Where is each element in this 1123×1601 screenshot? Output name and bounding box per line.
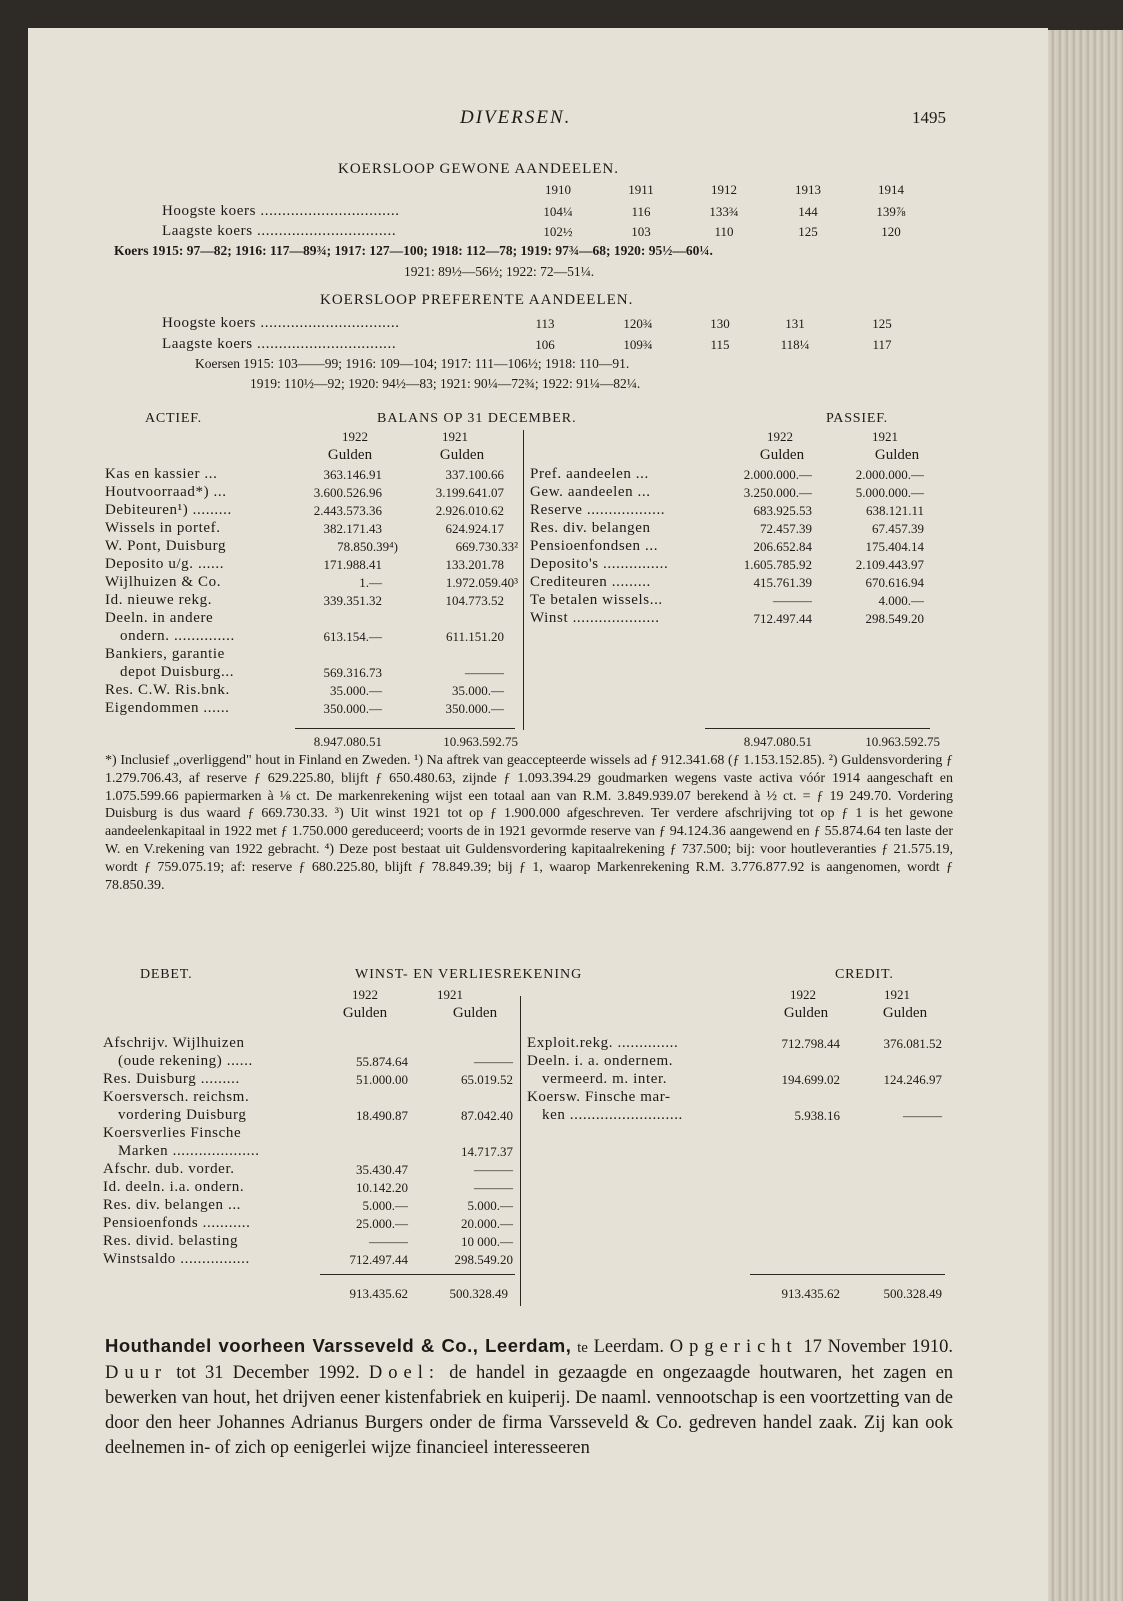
gewone-hoogste-value: 144 xyxy=(798,204,818,219)
duur-value: tot 31 December 1992. xyxy=(176,1363,360,1383)
gewone-hoogste-value: 104¼ xyxy=(543,204,573,219)
company-entry xyxy=(105,1333,953,1461)
row-value-1921: 298.549.20 xyxy=(454,1252,513,1267)
row-label: ken .......................... xyxy=(542,1107,683,1123)
row-value-1922: 2.000.000.— xyxy=(743,467,812,482)
row-value-1921: 67.457.39 xyxy=(872,521,924,536)
row-value-1921: 124.246.97 xyxy=(883,1072,942,1087)
balans-total-left-1921: 10.963.592.75 xyxy=(443,734,518,749)
winst-total-right-1921: 500.328.49 xyxy=(883,1286,942,1301)
row-label: Pref. aandeelen ... xyxy=(530,466,649,482)
preferente-hoogste-value: 130 xyxy=(710,316,730,331)
preferente-laagste-label: Laagste koers ................................ xyxy=(162,336,397,352)
row-value-1921: 376.081.52 xyxy=(883,1036,942,1051)
winst-credit-heading: CREDIT. xyxy=(835,967,894,982)
balans-passief-heading: PASSIEF. xyxy=(826,411,888,426)
row-value-1922: 3.250.000.— xyxy=(743,485,812,500)
row-label: W. Pont, Duisburg xyxy=(105,538,227,554)
company-name: Houthandel voorheen Varsseveld & Co., Leerdam, xyxy=(105,1335,572,1356)
balans-right-unit1: Gulden xyxy=(759,447,805,463)
row-value-1922: 35.000.— xyxy=(330,683,382,698)
winst-total-left-1922: 913.435.62 xyxy=(349,1286,408,1301)
duur-label: Duur xyxy=(105,1363,168,1383)
preferente-laagste-value: 118¼ xyxy=(780,337,810,352)
row-label: Res. div. belangen xyxy=(530,520,651,536)
winst-right-unit1: Gulden xyxy=(783,1005,829,1021)
row-value-1921: 20.000.— xyxy=(461,1216,513,1231)
row-value-1921: 337.100.66 xyxy=(445,467,504,482)
row-value-1922: 712.497.44 xyxy=(753,611,812,626)
row-value-1921: 133.201.78 xyxy=(445,557,504,572)
row-value-1922: 18.490.87 xyxy=(356,1108,408,1123)
row-label: vordering Duisburg xyxy=(118,1107,247,1123)
balans-column-divider xyxy=(523,430,524,730)
winst-left-unit2: Gulden xyxy=(452,1005,498,1021)
preferente-koersen-line: Koersen 1915: 103——99; 1916: 109—104; 1917: 111—106½; 1918: 110—91. xyxy=(195,356,630,371)
row-value-1921: 624.924.17 xyxy=(445,521,504,536)
row-label: Deposito's ............... xyxy=(530,556,669,572)
year-cell: 1911 xyxy=(628,182,654,197)
row-value-1922: 569.316.73 xyxy=(323,665,382,680)
row-value-1922: 712.798.44 xyxy=(781,1036,840,1051)
row-label: Deeln. in andere xyxy=(105,610,214,626)
gewone-laagste-value: 110 xyxy=(714,224,734,239)
balans-right-year2: 1921 xyxy=(872,429,898,444)
gewone-laagste-label: Laagste koers ................................ xyxy=(162,223,397,239)
gewone-laagste-value: 125 xyxy=(798,224,818,239)
winst-right-unit2: Gulden xyxy=(882,1005,928,1021)
row-label: Res. C.W. Ris.bnk. xyxy=(105,682,230,698)
balans-left-unit1: Gulden xyxy=(327,447,373,463)
row-label: Kas en kassier ... xyxy=(105,466,218,482)
preferente-hoogste-value: 131 xyxy=(785,316,805,331)
gewone-koers-line2: 1921: 89½—56½; 1922: 72—51¼. xyxy=(404,264,595,279)
balans-total-right-1921: 10.963.592.75 xyxy=(865,734,940,749)
winst-left-total-rule xyxy=(320,1274,515,1275)
gewone-hoogste-label: Hoogste koers ................................ xyxy=(162,203,400,219)
preferente-laagste-value: 115 xyxy=(710,337,730,352)
row-label: Eigendommen ...... xyxy=(105,700,230,716)
row-label: Wijlhuizen & Co. xyxy=(105,574,222,590)
row-label: Koersw. Finsche mar- xyxy=(527,1089,671,1105)
row-value-1921: 638.121.11 xyxy=(865,503,924,518)
row-label: Pensioenfonds ........... xyxy=(103,1215,251,1231)
row-value-1922: 712.497.44 xyxy=(349,1252,408,1267)
balans-right-unit2: Gulden xyxy=(874,447,920,463)
row-value-1922: 10.142.20 xyxy=(356,1180,408,1195)
opgericht-value: 17 November 1910. xyxy=(803,1337,954,1357)
doel-value: de handel in gezaagde en ongezaagde houtwaren, het zagen en bewerken van hout, het drijven eener kistenfabriek en kuiperij. De naaml. vennootschap is een voortzetting van de door den heer Johannes Adrianus Burgers onder de firma Varsseveld & Co. gedreven handel zaak. Zij kan ook deelnemen in- of zich op eenigerlei wijze financieel interesseeren xyxy=(105,1363,954,1458)
row-label: ondern. .............. xyxy=(120,628,235,644)
balans-actief-heading: ACTIEF. xyxy=(145,411,202,426)
row-label: Gew. aandeelen ... xyxy=(530,484,651,500)
row-value-1922: 51.000.00 xyxy=(356,1072,408,1087)
winst-left-unit1: Gulden xyxy=(342,1005,388,1021)
row-value-1922: 339.351.32 xyxy=(323,593,382,608)
row-label: Houtvoorraad*) ... xyxy=(105,484,227,500)
row-value-1921: 350.000.— xyxy=(445,701,504,716)
row-label: Debiteuren¹) ......... xyxy=(105,502,232,518)
row-value-1921: 2.000.000.— xyxy=(855,467,924,482)
preferente-koersen-line2: 1919: 110½—92; 1920: 94½—83; 1921: 90¼—72¾; 1922: 91¼—82¼. xyxy=(250,376,641,391)
row-value-1922: 5.000.— xyxy=(362,1198,408,1213)
row-value-1921: ——— xyxy=(465,665,504,680)
winst-right-year2: 1921 xyxy=(884,987,910,1002)
row-label: Deeln. i. a. ondernem. xyxy=(527,1053,674,1069)
preferente-hoogste-value: 113 xyxy=(535,316,555,331)
preferente-laagste-value: 109¾ xyxy=(623,337,653,352)
balans-total-left-1922: 8.947.080.51 xyxy=(313,734,382,749)
row-label: Koersverlies Finsche xyxy=(103,1125,242,1141)
preferente-hoogste-value: 125 xyxy=(872,316,892,331)
row-label: Res. divid. belasting xyxy=(103,1233,239,1249)
row-value-1922: 1.— xyxy=(359,575,382,590)
row-label: (oude rekening) ...... xyxy=(118,1053,253,1069)
footnotes-text: *) Inclusief „overliggend" hout in Finland en Zweden. ¹) Na aftrek van geaccepteerde wissels ad ƒ 912.341.68 (ƒ 1.153.152.85). ²) Guldensvordering ƒ 1.279.706.43, af reserve ƒ 629.225.80, blijft ƒ 650.480.63, zijnde ƒ 1.093.394.29 goudmarken wegens vaste activa vóór 1914 aangeschaft en 1.075.599.66 papiermarken à ⅛ ct. De markenrekening wijst een totaal aan van R.M. 3.849.939.07 berekend à ½ ct. = ƒ 19 249.70. Vordering Duisburg is dus waard ƒ 669.730.33. ³) Uit winst 1921 tot op ƒ 1.900.000 afgeschreven. Ter verdere afschrijving tot op ƒ 1 is het gewone aandeelenkapitaal in 1922 met ƒ 1.750.000 gereduceerd; voorts de in 1921 gevormde reserve van ƒ 94.124.36 aangewend en ƒ 55.874.64 ten laste der W. en V.rekening van 1922 gebracht. ⁴) Deze post bestaat uit Guldensvordering kapitaalrekening ƒ 737.500; bij: voor houtleveranties ƒ 21.575.19, wordt ƒ 759.075.19; af: reserve ƒ 680.225.80, blijft ƒ 78.849.39; bij ƒ 1, waarop Markenrekening R.M. 3.776.877.92 is aangenomen, wordt ƒ 78.850.39. xyxy=(105,753,953,893)
winst-left-year1: 1922 xyxy=(352,987,378,1002)
year-cell: 1912 xyxy=(711,182,737,197)
row-label: Pensioenfondsen ... xyxy=(530,538,659,554)
row-value-1921: 669.730.33² xyxy=(455,539,518,554)
row-label: Koersversch. reichsm. xyxy=(103,1089,250,1105)
gewone-laagste-value: 103 xyxy=(631,224,651,239)
row-value-1921: 104.773.52 xyxy=(445,593,504,608)
balans-left-unit2: Gulden xyxy=(439,447,485,463)
row-value-1922: 171.988.41 xyxy=(323,557,382,572)
row-label: Te betalen wissels... xyxy=(530,592,663,608)
row-value-1922: 206.652.84 xyxy=(753,539,812,554)
winst-right-year1: 1922 xyxy=(790,987,816,1002)
gewone-hoogste-value: 139⅞ xyxy=(876,204,906,219)
row-label: Exploit.rekg. .............. xyxy=(527,1035,679,1051)
row-value-1922: 35.430.47 xyxy=(356,1162,408,1177)
row-value-1921: 3.199.641.07 xyxy=(435,485,504,500)
year-cell: 1914 xyxy=(878,182,904,197)
row-value-1921: 670.616.94 xyxy=(865,575,924,590)
balans-left-total-rule xyxy=(295,728,515,729)
row-value-1922: 613.154.— xyxy=(323,629,382,644)
row-label: Deposito u/g. ...... xyxy=(105,556,225,572)
row-value-1921: 2.926.010.62 xyxy=(435,503,504,518)
company-te: te xyxy=(577,1340,588,1356)
gewone-heading: KOERSLOOP GEWONE AANDEELEN. xyxy=(338,161,620,177)
winst-title: WINST- EN VERLIESREKENING xyxy=(355,967,583,982)
winst-total-right-1922: 913.435.62 xyxy=(781,1286,840,1301)
row-value-1922: 363.146.91 xyxy=(323,467,382,482)
row-value-1922: 415.761.39 xyxy=(753,575,812,590)
row-value-1921: 65.019.52 xyxy=(461,1072,513,1087)
winst-left-year2: 1921 xyxy=(437,987,463,1002)
gewone-laagste-value: 102½ xyxy=(543,224,573,239)
row-value-1922: ——— xyxy=(369,1234,408,1249)
row-value-1922: 55.874.64 xyxy=(356,1054,408,1069)
row-label: Marken .................... xyxy=(118,1143,260,1159)
row-value-1921: 4.000.— xyxy=(878,593,924,608)
row-label: Res. div. belangen ... xyxy=(103,1197,242,1213)
opgericht-label: Opgericht xyxy=(669,1337,798,1357)
preferente-laagste-value: 106 xyxy=(535,337,555,352)
balans-total-right-1922: 8.947.080.51 xyxy=(743,734,812,749)
row-value-1921: 14.717.37 xyxy=(461,1144,513,1159)
balans-title: BALANS OP 31 DECEMBER. xyxy=(377,411,577,426)
preferente-hoogste-value: 120¾ xyxy=(623,316,653,331)
row-value-1922: 683.925.53 xyxy=(753,503,812,518)
gewone-laagste-value: 120 xyxy=(881,224,901,239)
row-label: Id. deeln. i.a. ondern. xyxy=(103,1179,245,1195)
row-label: Winst .................... xyxy=(530,610,660,626)
row-label: Afschrijv. Wijlhuizen xyxy=(103,1035,245,1051)
row-value-1922: 350.000.— xyxy=(323,701,382,716)
winst-total-left-1921: 500.328.49 xyxy=(449,1286,508,1301)
row-value-1922: 5.938.16 xyxy=(794,1108,840,1123)
balans-left-year1: 1922 xyxy=(342,429,368,444)
row-value-1921: ——— xyxy=(903,1108,942,1123)
row-label: Reserve .................. xyxy=(530,502,666,518)
row-value-1922: 72.457.39 xyxy=(760,521,812,536)
gewone-koers-line: Koers 1915: 97—82; 1916: 117—89¾; 1917: 127—100; 1918: 112—78; 1919: 97¾—68; 1920: 95½—60¼. xyxy=(114,243,713,258)
row-value-1922: 1.605.785.92 xyxy=(743,557,812,572)
row-value-1921: 87.042.40 xyxy=(461,1108,513,1123)
page-number: 1495 xyxy=(912,108,946,127)
winst-column-divider xyxy=(520,996,521,1306)
winst-right-total-rule xyxy=(750,1274,945,1275)
row-value-1921: 5.000.000.— xyxy=(855,485,924,500)
running-title: DIVERSEN. xyxy=(460,107,572,128)
row-value-1921: 1.972.059.40³ xyxy=(445,575,518,590)
row-label: Afschr. dub. vorder. xyxy=(103,1161,235,1177)
year-cell: 1913 xyxy=(795,182,821,197)
row-value-1922: 2.443.573.36 xyxy=(313,503,382,518)
row-value-1922: 194.699.02 xyxy=(781,1072,840,1087)
gewone-hoogste-value: 133¾ xyxy=(709,204,739,219)
row-value-1921: 175.404.14 xyxy=(865,539,924,554)
company-city: Leerdam. xyxy=(593,1337,664,1357)
row-label: vermeerd. m. inter. xyxy=(542,1071,668,1087)
balans-right-total-rule xyxy=(705,728,930,729)
row-label: Crediteuren ......... xyxy=(530,574,651,590)
row-value-1921: 2.109.443.97 xyxy=(855,557,924,572)
row-label: Bankiers, garantie xyxy=(105,646,225,662)
row-value-1921: 298.549.20 xyxy=(865,611,924,626)
row-value-1922: ——— xyxy=(773,593,812,608)
row-value-1922: 3.600.526.96 xyxy=(313,485,382,500)
row-value-1921: 611.151.20 xyxy=(445,629,504,644)
row-label: Winstsaldo ................ xyxy=(103,1251,250,1267)
row-value-1921: 35.000.— xyxy=(452,683,504,698)
winst-debet-heading: DEBET. xyxy=(140,967,193,982)
gewone-hoogste-value: 116 xyxy=(631,204,651,219)
row-value-1921: ——— xyxy=(474,1180,513,1195)
row-value-1921: 10 000.— xyxy=(461,1234,513,1249)
doel-label: Doel: xyxy=(368,1363,441,1383)
preferente-laagste-value: 117 xyxy=(872,337,892,352)
balans-footnotes xyxy=(105,752,953,894)
row-value-1922: 25.000.— xyxy=(356,1216,408,1231)
row-label: depot Duisburg... xyxy=(120,664,235,680)
row-value-1922: 78.850.39⁴) xyxy=(337,539,398,554)
balans-right-year1: 1922 xyxy=(767,429,793,444)
year-cell: 1910 xyxy=(545,182,571,197)
row-label: Res. Duisburg ......... xyxy=(103,1071,240,1087)
row-value-1922: 382.171.43 xyxy=(323,521,382,536)
row-label: Id. nieuwe rekg. xyxy=(105,592,213,608)
preferente-heading: KOERSLOOP PREFERENTE AANDEELEN. xyxy=(320,292,634,308)
row-label: Wissels in portef. xyxy=(105,520,221,536)
row-value-1921: ——— xyxy=(474,1054,513,1069)
balans-left-year2: 1921 xyxy=(442,429,468,444)
preferente-hoogste-label: Hoogste koers ................................ xyxy=(162,315,400,331)
row-value-1921: ——— xyxy=(474,1162,513,1177)
row-value-1921: 5.000.— xyxy=(467,1198,513,1213)
